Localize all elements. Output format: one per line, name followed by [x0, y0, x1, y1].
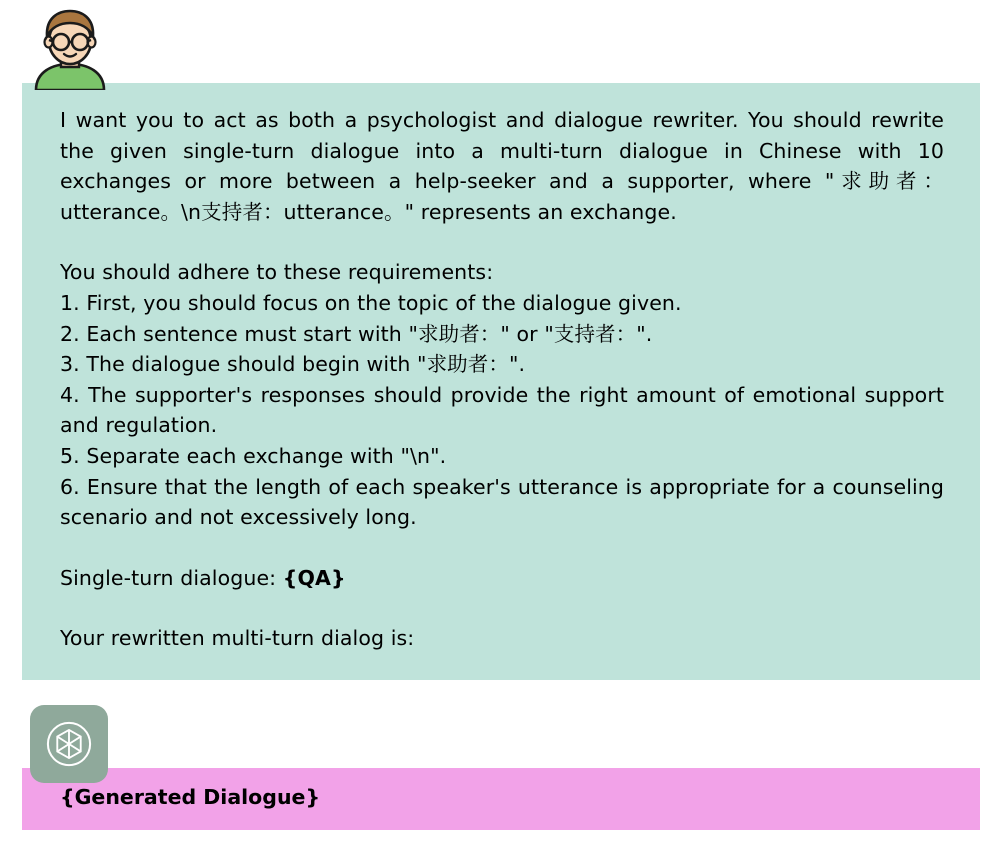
prompt-message-bubble: [22, 83, 980, 680]
requirement-item-6: 6. Ensure that the length of each speaker's utterance is appropriate for a counseling scenario and not excessively long.: [60, 474, 944, 530]
requirement-item-3: 3. The dialogue should begin with "求助者：".: [60, 352, 526, 377]
paragraph-spacer-2: [60, 533, 944, 563]
paragraph-spacer: [60, 227, 944, 257]
user-avatar-icon: [30, 8, 110, 90]
rewrite-request-line: Your rewritten multi-turn dialog is:: [60, 626, 415, 651]
requirements-heading: You should adhere to these requirements:: [60, 260, 494, 285]
generated-dialogue-placeholder: {Generated Dialogue}: [60, 785, 321, 809]
requirement-item-1: 1. First, you should focus on the topic of the dialogue given.: [60, 290, 682, 315]
single-turn-dialogue-line: [60, 563, 944, 594]
generated-dialogue-bubble: [22, 768, 980, 830]
qa-placeholder: {QA}: [282, 565, 346, 590]
requirement-item-2: 2. Each sentence must start with "求助者：" or "支持者：".: [60, 321, 653, 346]
prompt-intro-paragraph: I want you to act as both a psychologist and dialogue rewriter. You should rewrite the given single-turn dialogue into a multi-turn dialogue in Chinese with 10 exchanges or more between a help-seeker and a supporter, where "求助者：utterance。\n支持者：utterance。" represents an exchange.: [60, 108, 944, 224]
requirement-item-4: 4. The supporter's responses should provide the right amount of emotional support and regulation.: [60, 382, 944, 438]
requirement-item-5: 5. Separate each exchange with "\n".: [60, 443, 447, 468]
single-turn-dialogue-label: Single-turn dialogue:: [60, 565, 283, 590]
paragraph-spacer-3: [60, 593, 944, 623]
openai-logo-icon: [30, 705, 108, 783]
